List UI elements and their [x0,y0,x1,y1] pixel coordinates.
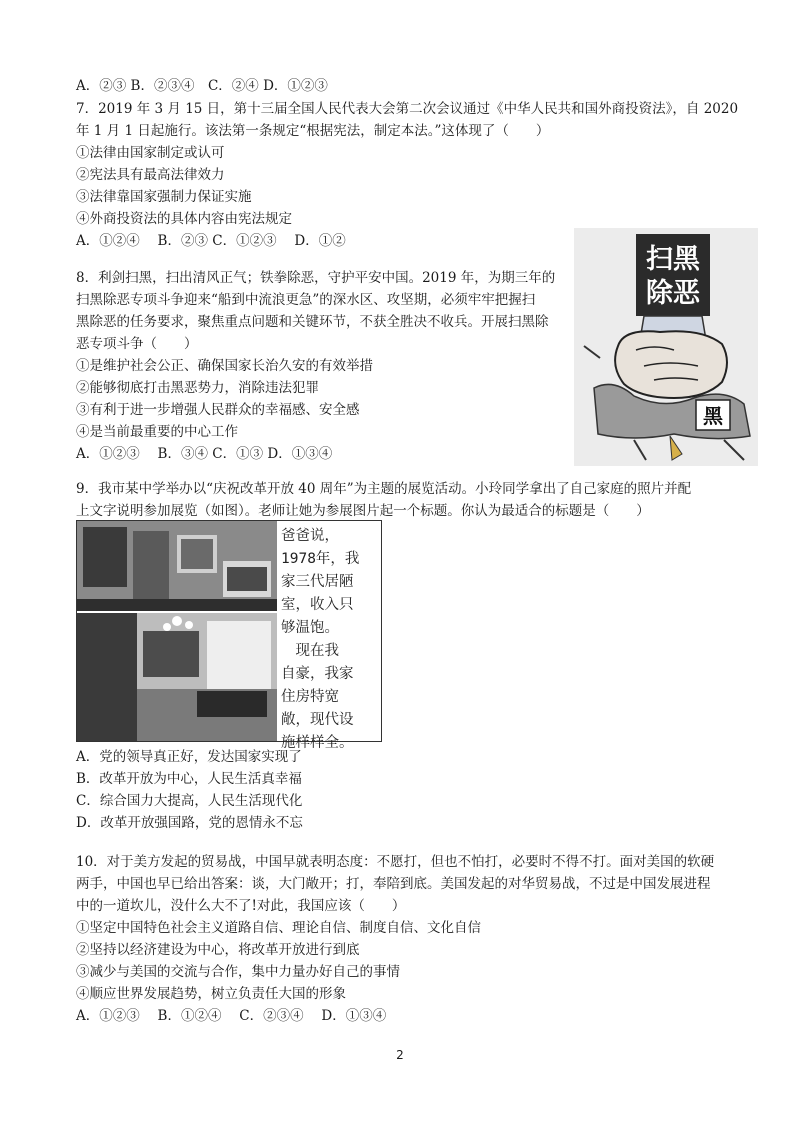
handwriting-line: 够温饱。 [281,620,339,636]
q7-item-2: ②宪法具有最高法律效力 [76,167,225,183]
handwriting-line: 室，收入只 [281,597,354,613]
q8-stem-line-2: 扫黑除恶专项斗争迎来“船到中流浪更急”的深水区、攻坚期，必须牢牢把握扫 [76,292,536,308]
q10-stem-line-1: 10．对于美方发起的贸易战，中国早就表明态度：不愿打，但也不怕打，必要时不得不打。面对美国的软硬 [76,854,715,870]
handwriting-line: 1978年，我 [281,551,360,567]
handwriting-line: 敞，现代设 [281,712,354,728]
handwriting-line: 现在我 [281,643,339,659]
q10-item-2: ②坚持以经济建设为中心，将改革开放进行到底 [76,942,360,958]
cartoon-fist-label: 黑 [703,404,723,428]
fist-smashing-cartoon-icon [574,228,758,466]
q7-stem-line-1: 7．2019 年 3 月 15 日，第十三届全国人民代表大会第二次会议通过《中华人民共和国外商投资法》，自 2020 [76,101,739,117]
q10-stem-line-2: 两手，中国也早已给出答案：谈，大门敞开；打，奉陪到底。美国发起的对华贸易战，不过是中国发展进程 [76,876,711,892]
q6-options: A．②③ B．②③④ C．②④ D．①②③ [76,78,328,94]
handwriting-line: 施样样全。 [281,735,354,751]
photo-handwriting [281,525,377,755]
q9-option-d: D．改革开放强国路，党的恩情永不忘 [76,815,303,831]
page-number: 2 [396,1048,404,1062]
q7-stem-line-2: 年 1 月 1 日起施行。该法第一条规定“根据宪法，制定本法。”这体现了（ ） [76,123,550,139]
handwriting-line: 爸爸说， [281,528,339,544]
q8-item-4: ④是当前最重要的中心工作 [76,424,238,440]
q9-option-c: C．综合国力大提高，人民生活现代化 [76,793,303,809]
q9-option-a: A．党的领导真正好，发达国家实现了 [76,749,302,765]
q8-stem-line-3: 黑除恶的任务要求，聚焦重点问题和关键环节，不获全胜决不收兵。开展扫黑除 [76,314,549,330]
q7-item-1: ①法律由国家制定或认可 [76,145,225,161]
q10-item-3: ③减少与美国的交流与合作，集中力量办好自己的事情 [76,964,400,980]
cartoon-sign-bottom: 除恶 [646,278,700,309]
handwriting-line: 住房特宽 [281,689,339,705]
anti-crime-cartoon [574,228,758,466]
q7-item-3: ③法律靠国家强制力保证实施 [76,189,252,205]
q7-options: A．①②④ B．②③ C．①②③ D．①② [76,233,346,249]
q9-stem-line-1: 9．我市某中学举办以“庆祝改革开放 40 周年”为主题的展览活动。小玲同学拿出了自己家庭的照片并配 [76,481,692,497]
home-photos-icon [77,521,277,741]
q10-options: A．①②③ B．①②④ C．②③④ D．①③④ [76,1008,387,1024]
q10-item-4: ④顺应世界发展趋势，树立负责任大国的形象 [76,986,346,1002]
q10-item-1: ①坚定中国特色社会主义道路自信、理论自信、制度自信、文化自信 [76,920,481,936]
q7-item-4: ④外商投资法的具体内容由宪法规定 [76,211,292,227]
q9-stem-line-2: 上文字说明参加展览（如图）。老师让她为参展图片起一个标题。你认为最适合的标题是（ ） [76,503,650,519]
family-photo-exhibit [76,520,382,751]
handwriting-line: 自豪，我家 [281,666,354,682]
q8-item-1: ①是维护社会公正、确保国家长治久安的有效举措 [76,358,373,374]
q8-item-2: ②能够彻底打击黑恶势力，消除违法犯罪 [76,380,319,396]
q8-stem-line-1: 8．利剑扫黑，扫出清风正气；铁拳除恶，守护平安中国。2019 年，为期三年的 [76,270,556,286]
q8-item-3: ③有利于进一步增强人民群众的幸福感、安全感 [76,402,360,418]
q8-options: A．①②③ B．③④ C．①③ D．①③④ [76,446,333,462]
q10-stem-line-3: 中的一道坎儿，没什么大不了!对此，我国应该（ ） [76,898,406,914]
q9-option-b: B．改革开放为中心，人民生活真幸福 [76,771,302,787]
handwriting-line: 家三代居陋 [281,574,354,590]
q8-stem-line-4: 恶专项斗争（ ） [76,336,198,352]
cartoon-sign-top: 扫黑 [646,244,700,275]
